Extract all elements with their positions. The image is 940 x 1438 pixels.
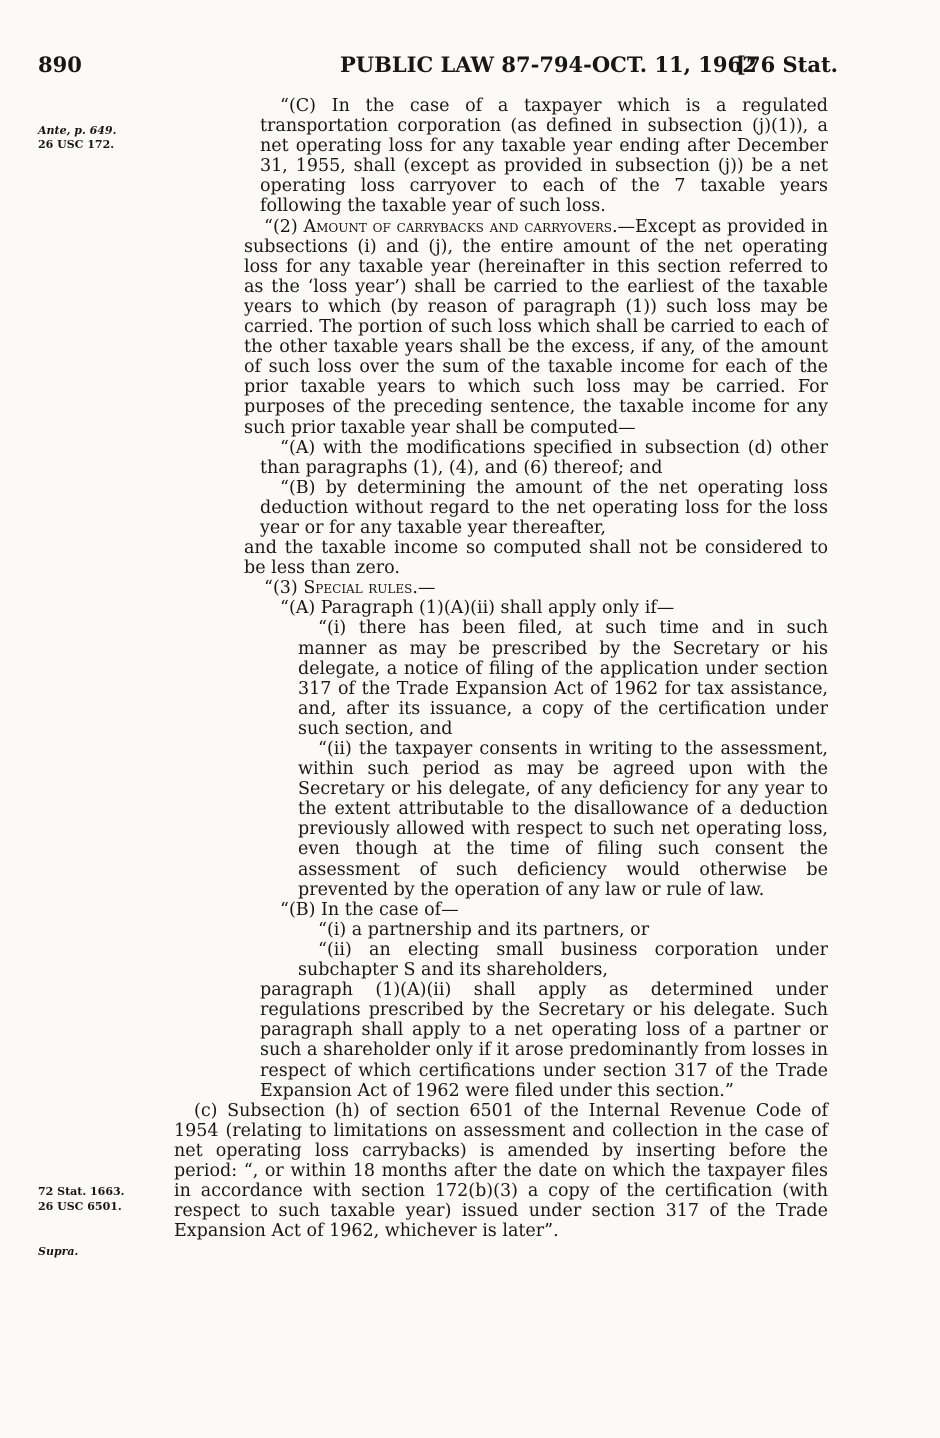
paragraph-2-text: —Except as provided in subsections (i) and (j), the entire amount of the net operating loss for any taxable year (hereinafter in this section referred to as the ‘loss year’) shall be carried to the earliest of the taxable years to which (by reason of paragraph (1)) such loss may be carried. The portion of such loss which shall be carried to each of the other taxable years shall be the excess, if any, of the amount of such loss over the sum of the taxable income for each of the prior taxable years to which such loss may be carried. For purposes of the preceding sentence, the taxable income for any such prior taxable year shall be computed—	[244, 216, 828, 438]
paragraph-3-lead: “(3)	[264, 578, 304, 599]
paragraph-2-lead: “(2)	[264, 216, 304, 237]
paragraph-2-heading: Amount of carrybacks and carryovers.	[303, 216, 618, 237]
paragraph-3b-ii: “(ii) an electing small business corporation under subchapter S and its shareholders,	[298, 939, 828, 981]
paragraph-3-heading: Special rules.	[303, 578, 418, 599]
paragraph-1c: “(C) In the case of a taxpayer which is a regulated transportation corporation (as defined in subsection (j)(1)), a net operating loss for any taxable year ending after December 31, 1955, shall (except as provided in subsection (j)) be a net operating loss carryover to each of the 7 taxable years following the taxable year of such loss.	[260, 96, 828, 217]
margin-note-usc-6501: 26 USC 6501.	[38, 1200, 122, 1213]
page-number: 890	[38, 52, 82, 77]
paragraph-3a-i: “(i) there has been filed, at such time and in such manner as may be prescribed by the Secretary or his delegate, a notice of filing of the application under section 317 of the Trade Expansion Act of 1962 for tax assistance, and, after its issuance, a copy of the certification under such section, and	[298, 618, 828, 739]
running-head: PUBLIC LAW 87-794-OCT. 11, 1962	[340, 52, 757, 77]
paragraph-3-dash: —	[417, 578, 436, 599]
paragraph-2	[244, 217, 828, 438]
margin-note-usc-172: 26 USC 172.	[38, 138, 115, 151]
paragraph-3a-ii: “(ii) the taxpayer consents in writing to the assessment, within such period as may be agreed upon with the Secretary or his delegate, of any deficiency for any year to the extent attributable to the disallowance of a deduction previously allowed with respect to such net operating loss, even though at the time of filing such consent the assessment of such deficiency would otherwise be prevented by the operation of any law or rule of law.	[298, 739, 828, 900]
paragraph-c: (c) Subsection (h) of section 6501 of the Internal Revenue Code of 1954 (relating to limitations on assessment and collection in the case of net operating loss carrybacks) is amended by inserting before the period: “, or within 18 months after the date on which the taxpayer files in accordance with section 172(b)(3) a copy of the certification (with respect to such taxable year) issued under section 317 of the Trade Expansion Act of 1962, whichever is later”.	[174, 1100, 828, 1242]
volume-reference: [76 Stat.	[736, 52, 838, 77]
page-header	[0, 52, 940, 86]
margin-note-stat-1663: 72 Stat. 1663.	[38, 1185, 125, 1198]
paragraph-3a: “(A) Paragraph (1)(A)(ii) shall apply only if—	[280, 598, 675, 619]
paragraph-3b: “(B) In the case of—	[280, 899, 459, 920]
paragraph-3	[244, 578, 828, 598]
paragraph-2b: “(B) by determining the amount of the net operating loss deduction without regard to the net operating loss for the loss year or for any taxable year thereafter,	[260, 477, 828, 538]
paragraph-3b-i: “(i) a partnership and its partners, or	[318, 919, 650, 940]
paragraph-3b-tail: paragraph (1)(A)(ii) shall apply as determined under regulations prescribed by the Secretary or his delegate. Such paragraph shall apply to a net operating loss of a partner or such a shareholder only if it arose predominantly from losses in respect of which certifications under section 317 of the Trade Expansion Act of 1962 were filed under this section.”	[260, 980, 828, 1101]
margin-note-supra: Supra.	[38, 1245, 79, 1258]
paragraph-2-tail: and the taxable income so computed shall not be considered to be less than zero.	[244, 538, 828, 579]
statute-body	[174, 96, 828, 1242]
margin-note-ante: Ante, p. 649.	[38, 124, 117, 137]
paragraph-2a: “(A) with the modifications specified in subsection (d) other than paragraphs (1), (4), and (6) thereof; and	[260, 437, 828, 478]
